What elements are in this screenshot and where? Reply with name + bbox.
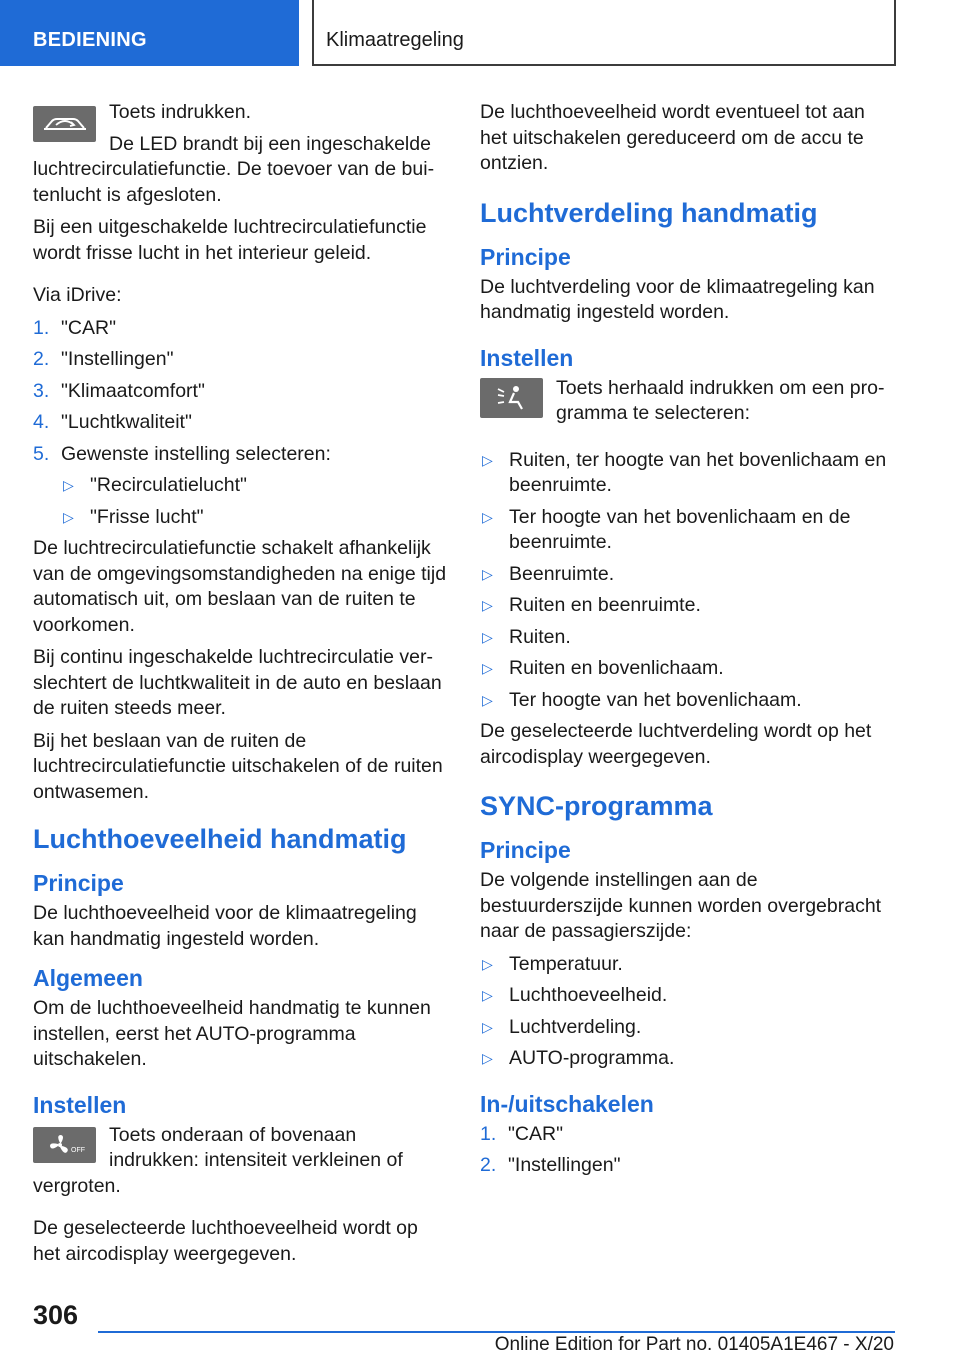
idrive-intro: Via iDrive: xyxy=(33,284,122,306)
triangle-bullet-icon: ▷ xyxy=(482,565,493,582)
list-item: 2. "Instellingen" xyxy=(33,348,174,370)
list-item: ▷ "Frisse lucht" xyxy=(61,505,447,531)
svg-text:OFF: OFF xyxy=(70,1146,85,1154)
list-item: ▷ "Recirculatielucht" xyxy=(61,473,447,499)
paragraph: De luchthoeveelheid wordt eventueel tot aan het uitschakelen gereduceerd om de accu te ontzien. xyxy=(480,101,865,174)
page-number: 306 xyxy=(33,1300,79,1330)
paragraph: Bij continu ingeschakelde luchtrecirculatie verslechtert de luchtkwaliteit in de auto en beslaan de ruiten steeds meer. xyxy=(33,646,442,719)
list-item: 4. "Luchtkwaliteit" xyxy=(33,411,192,433)
triangle-bullet-icon: ▷ xyxy=(482,660,493,676)
chapter-title: Klimaatregeling xyxy=(326,29,464,51)
list-item: 2. "Instellingen" xyxy=(480,1154,621,1176)
triangle-bullet-icon: ▷ xyxy=(482,691,493,708)
triangle-bullet-icon: ▷ xyxy=(482,628,493,645)
triangle-bullet-icon: ▷ xyxy=(482,597,493,613)
list-item: ▷ Beenruimte. xyxy=(480,562,894,588)
recirc-button-block xyxy=(33,100,447,215)
paragraph: De luchthoeveelheid voor de klimaatregeling kan handmatig ingesteld worden. xyxy=(33,902,417,950)
left-column xyxy=(33,100,447,1274)
recirc-text-2: De LED brandt bij een ingeschakelde luchtrecirculatiefunctie. De toevoer van de buitenlucht is afgesloten. xyxy=(33,132,435,206)
heading-luchthoeveelheid: Luchthoeveelheid handmatig xyxy=(33,824,407,854)
heading-in-uitschakelen: In-/uitschakelen xyxy=(480,1090,654,1117)
heading-instellen: Instellen xyxy=(33,1091,127,1118)
heading-principe: Principe xyxy=(33,870,124,896)
triangle-bullet-icon: ▷ xyxy=(63,508,74,525)
chapter-tab xyxy=(312,0,896,66)
paragraph: De geselecteerde luchtverdeling wordt op het aircodisplay weergegeven. xyxy=(480,720,872,768)
list-item: ▷ Ruiten en bovenlichaam. xyxy=(480,656,894,682)
paragraph: Om de luchthoeveelheid handmatig te kunnen instellen, eerst het AUTO-programma uitschakelen. xyxy=(33,997,431,1070)
paragraph: Bij het beslaan van de ruiten de luchtrecirculatiefunctie uitschakelen of de ruiten ontwasemen. xyxy=(33,729,443,803)
distribution-programs xyxy=(480,448,894,714)
air-distribution-icon xyxy=(480,378,543,418)
list-item: ▷ AUTO-programma. xyxy=(480,1046,894,1072)
list-item: 5. Gewenste instelling selecteren: xyxy=(33,442,331,465)
fan-off-icon xyxy=(33,1127,96,1163)
list-item: ▷ Ruiten en beenruimte. xyxy=(480,593,894,619)
idrive-steps xyxy=(33,316,447,468)
list-item: ▷ Luchtverdeling. xyxy=(480,1015,894,1041)
paragraph: Bij een uitgeschakelde luchtrecirculatiefunctie wordt frisse lucht in het interieur geleid. xyxy=(33,216,427,264)
list-item: ▷ Temperatuur. xyxy=(480,952,894,978)
list-item: 1. "CAR" xyxy=(480,1122,564,1145)
edition-text: Online Edition for Part no. 01405A1E467 - X/20 xyxy=(494,1334,894,1355)
sync-items xyxy=(480,952,894,1072)
triangle-bullet-icon: ▷ xyxy=(482,508,493,525)
list-item: ▷ Ruiten, ter hoogte van het bovenlichaam en beenruimte. xyxy=(482,448,887,496)
list-item: 3. "Klimaatcomfort" xyxy=(33,379,205,402)
paragraph: De luchtverdeling voor de klimaatregeling kan handmatig ingesteld worden. xyxy=(480,275,875,323)
section-tab xyxy=(0,0,299,66)
footer-divider xyxy=(98,1331,895,1333)
triangle-bullet-icon: ▷ xyxy=(63,477,74,493)
list-item: ▷ Ruiten. xyxy=(480,625,894,651)
triangle-bullet-icon: ▷ xyxy=(482,955,493,972)
list-item: ▷ Ter hoogte van het bovenlichaam en de beenruimte. xyxy=(482,505,851,553)
list-item: ▷ Luchthoeveelheid. xyxy=(480,983,894,1009)
inuit-steps xyxy=(480,1122,894,1179)
heading-principe: Principe xyxy=(480,837,571,863)
section-title: BEDIENING xyxy=(33,29,147,51)
heading-principe: Principe xyxy=(480,243,571,270)
paragraph: De luchtrecirculatiefunctie schakelt afhankelijk van de omgevingsomstandigheden na enige tijd automatisch uit, om beslaan van de ruiten te voorkomen. xyxy=(33,537,447,636)
air-recirculation-icon xyxy=(33,106,96,142)
triangle-bullet-icon: ▷ xyxy=(482,987,493,1003)
list-item: ▷ Ter hoogte van het bovenlichaam. xyxy=(480,688,894,714)
distribution-button-block xyxy=(480,376,894,434)
recirc-text-1: Toets indrukken. xyxy=(109,101,251,123)
list-item: 1. "CAR" xyxy=(33,316,117,339)
distribution-text: Toets herhaald indrukken om een programma te selecteren: xyxy=(556,376,885,424)
heading-sync: SYNC-programma xyxy=(480,791,713,821)
triangle-bullet-icon: ▷ xyxy=(482,1050,493,1066)
heading-instellen: Instellen xyxy=(480,344,574,371)
right-column xyxy=(480,100,894,1185)
idrive-substeps xyxy=(33,473,447,530)
heading-algemeen: Algemeen xyxy=(33,965,143,991)
paragraph: De volgende instellingen aan de bestuurderszijde kunnen worden overgebracht naar de passagierszijde: xyxy=(480,869,882,942)
triangle-bullet-icon: ▷ xyxy=(482,1018,493,1035)
heading-luchtverdeling: Luchtverdeling handmatig xyxy=(480,197,818,228)
fan-button-block xyxy=(33,1123,447,1207)
paragraph: De geselecteerde luchthoeveelheid wordt op het aircodisplay weergegeven. xyxy=(33,1217,418,1265)
triangle-bullet-icon: ▷ xyxy=(482,451,493,468)
fan-text: Toets onderaan of bovenaan indrukken: intensiteit verkleinen of vergroten. xyxy=(33,1123,403,1197)
